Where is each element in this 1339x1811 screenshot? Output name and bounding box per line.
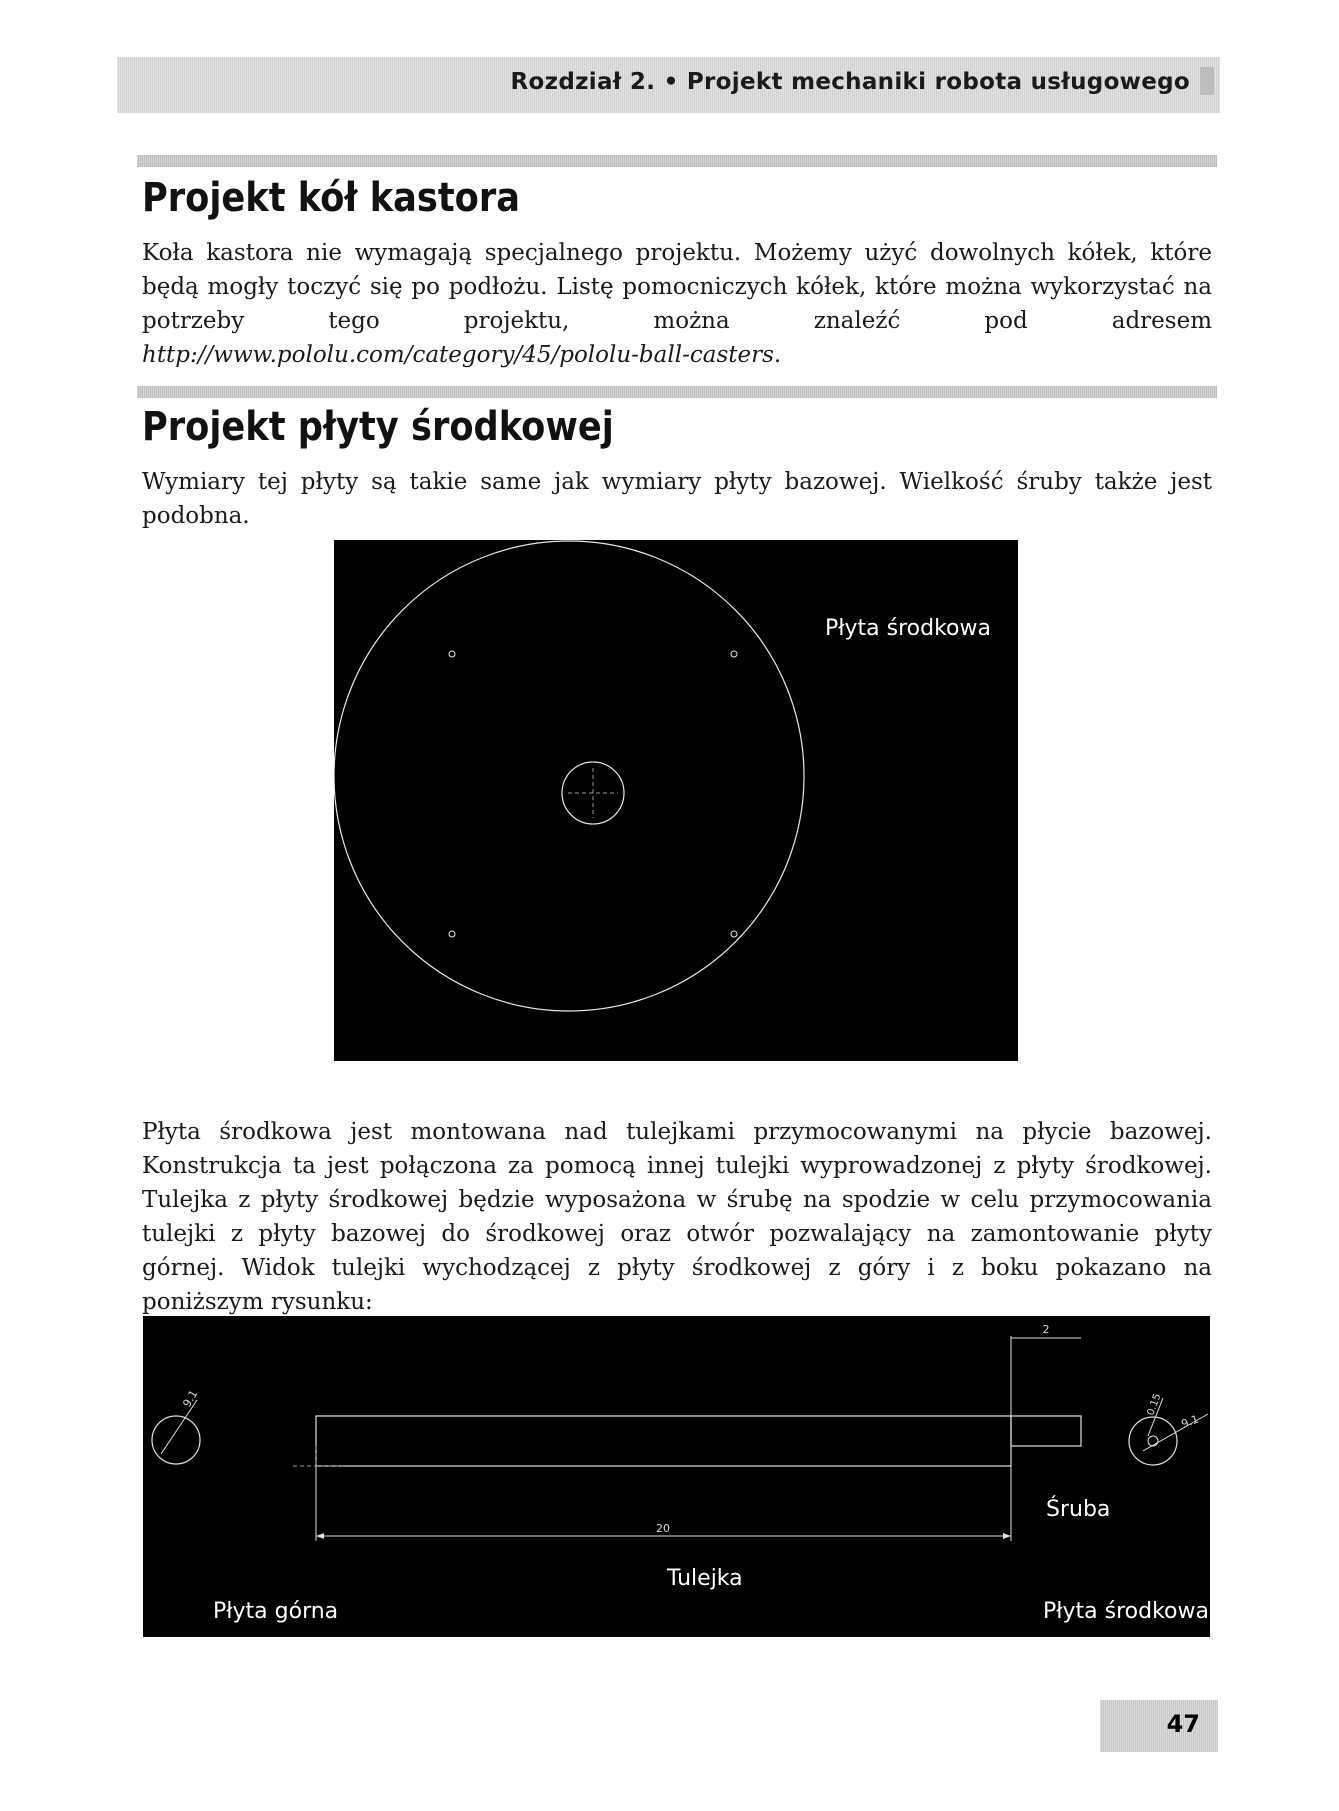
screw-body <box>1011 1416 1081 1446</box>
section-title-casters: Projekt kół kastora <box>142 175 520 221</box>
mount-hole <box>449 651 455 657</box>
section-title-middle-plate: Projekt płyty środkowej <box>142 404 614 450</box>
sleeve-body <box>316 1416 1011 1466</box>
dim-right-circle: 9.1 <box>1179 1412 1201 1431</box>
dim-right-hole: 0.15 <box>1145 1392 1164 1418</box>
plate-outline <box>334 541 804 1011</box>
pololu-link[interactable]: http://www.pololu.com/category/45/pololu-ball-casters <box>142 342 774 368</box>
dim-screw: 2 <box>1042 1323 1050 1336</box>
sleeve-label: Tulejka <box>667 1566 743 1591</box>
paragraph-end: . <box>773 342 782 368</box>
page-number: 47 <box>1166 1710 1200 1738</box>
section-rule <box>137 386 1217 398</box>
mount-hole <box>449 931 455 937</box>
top-view-circle <box>152 1416 200 1464</box>
mount-hole <box>731 651 737 657</box>
chapter-title: Rozdział 2. • Projekt mechaniki robota usługowego <box>510 69 1190 95</box>
middle-plate-label: Płyta środkowa <box>1043 1599 1209 1624</box>
paragraph-text: Koła kastora nie wymagają specjalnego projektu. Możemy użyć dowolnych kółek, które będą mogły toczyć się po podłożu. Listę pomocniczych kółek, które można wykorzystać na potrzeby tego projektu, można znaleźć pod adresem <box>142 240 1212 334</box>
arrow-left <box>316 1533 324 1539</box>
top-plate-label: Płyta górna <box>213 1599 339 1624</box>
sleeve-drawing <box>143 1316 1210 1637</box>
section-paragraph-sleeve: Płyta środkowa jest montowana nad tulejkami przymocowanymi na płycie bazowej. Konstrukcja ta jest połączona za pomocą innej tulejki wyprowadzonej z płyty środkowej. Tulejka z płyty środkowej będzie wyposażona w śrubę na spodzie w celu przymocowania tulejki z płyty bazowej do środkowej oraz otwór pozwalający na zamontowanie płyty górnej. Widok tulejki wychodzącej z płyty środkowej z góry i z boku pokazano na poniższym rysunku: <box>142 1119 1212 1315</box>
middle-plate-drawing <box>334 540 1018 1061</box>
arrow-right <box>1003 1533 1011 1539</box>
mount-hole <box>731 931 737 937</box>
section-paragraph-casters <box>142 236 1212 372</box>
section-paragraph-intro: Wymiary tej płyty są takie same jak wymiary płyty bazowej. Wielkość śruby także jest podobna. <box>142 469 1212 529</box>
dim-left-circle: 9.1 <box>180 1387 201 1410</box>
section-rule <box>137 155 1217 167</box>
chapter-header <box>117 57 1220 113</box>
page-edge-tab <box>1200 67 1214 95</box>
dim-length: 20 <box>656 1522 670 1535</box>
page-number-box <box>1100 1700 1218 1752</box>
middle-plate-label: Płyta środkowa <box>825 616 991 641</box>
bottom-view-hole <box>1148 1436 1158 1446</box>
screw-label: Śruba <box>1046 1497 1111 1522</box>
